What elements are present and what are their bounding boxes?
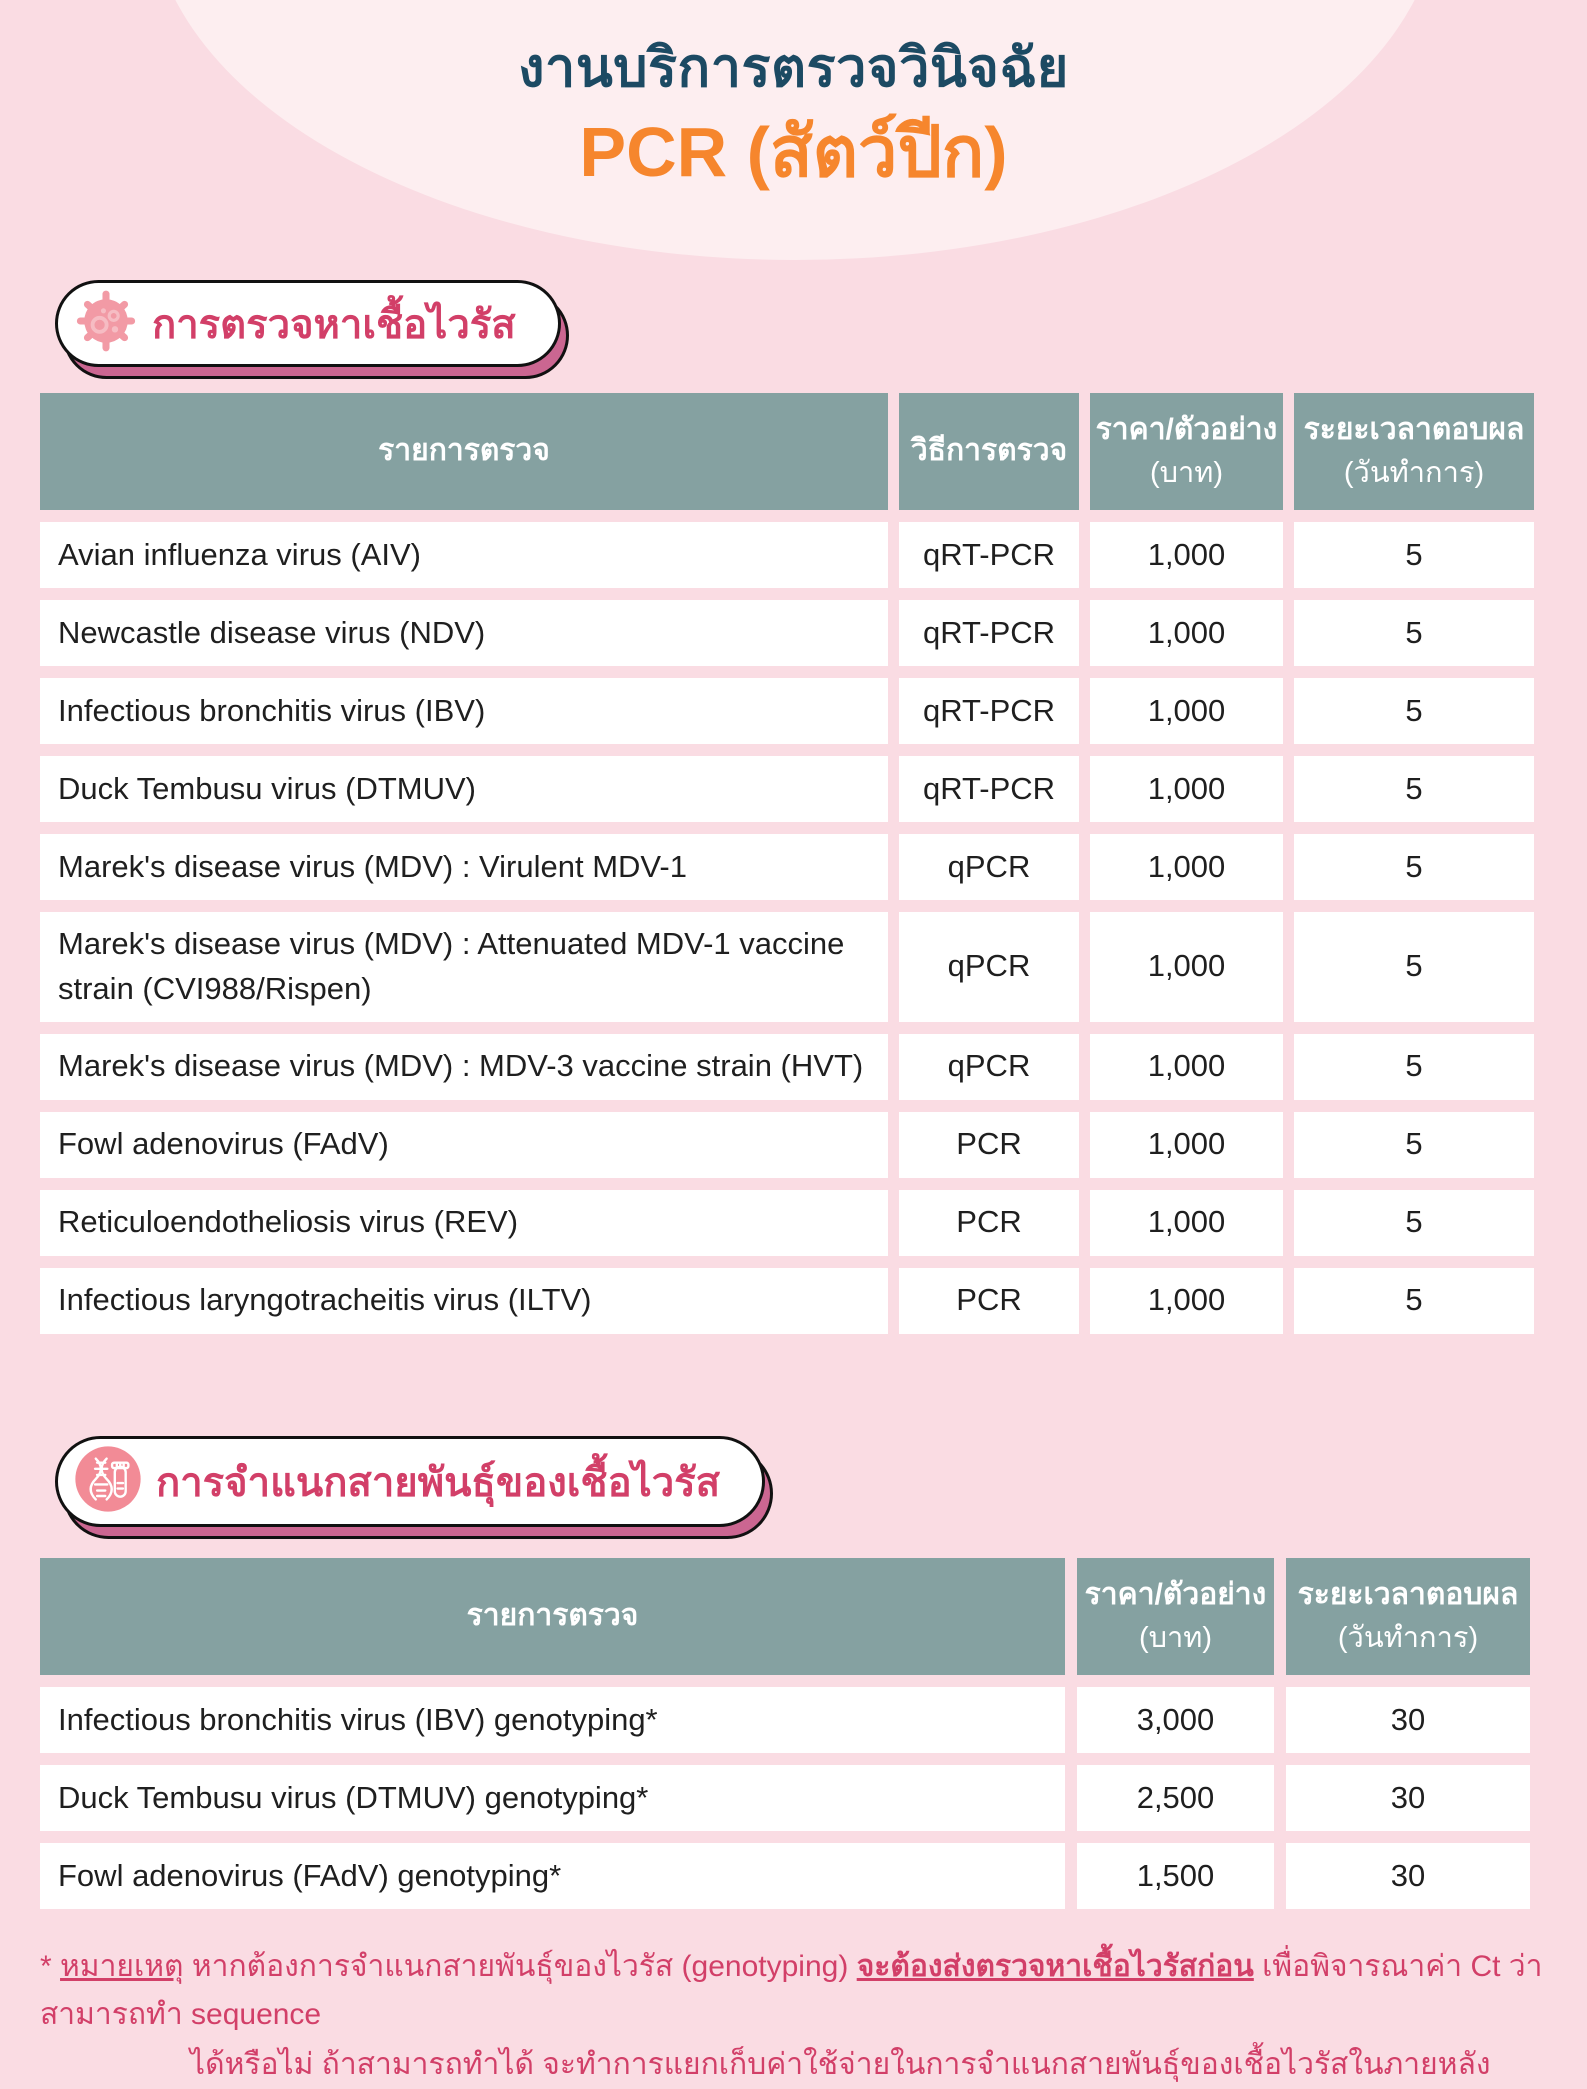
table-row-method: qRT-PCR: [899, 756, 1079, 822]
table-row-price: 1,000: [1090, 912, 1283, 1022]
table-row-method: PCR: [899, 1112, 1079, 1178]
table-row-test-name: Duck Tembusu virus (DTMUV): [40, 756, 888, 822]
column-header-test: รายการตรวจ: [40, 1558, 1065, 1675]
dna-test-tube-icon: [74, 1445, 142, 1518]
table-row-test-name: Reticuloendotheliosis virus (REV): [40, 1190, 888, 1256]
table-row-price: 1,000: [1090, 678, 1283, 744]
table-row-price: 1,000: [1090, 1268, 1283, 1334]
table-row-method: qRT-PCR: [899, 678, 1079, 744]
table-row-test-name: Fowl adenovirus (FAdV) genotyping*: [40, 1843, 1065, 1909]
footnote-bold-text: จะต้องส่งตรวจหาเชื้อไวรัสก่อน: [856, 1950, 1254, 1983]
table-row-test-name: Newcastle disease virus (NDV): [40, 600, 888, 666]
column-header-price: ราคา/ตัวอย่าง (บาท): [1090, 393, 1283, 510]
footnote-text-2: เพื่อพิจารณาค่า Ct ว่าสามารถทำ sequence: [40, 1950, 1543, 2031]
table-row-price: 1,000: [1090, 600, 1283, 666]
column-header-turnaround: ระยะเวลาตอบผล (วันทำการ): [1294, 393, 1534, 510]
section-genotyping-badge: [55, 1436, 765, 1527]
table-row-test-name: Marek's disease virus (MDV) : Attenuated MDV-1 vaccine strain (CVI988/Rispen): [40, 912, 888, 1022]
table-row-method: qRT-PCR: [899, 600, 1079, 666]
table-row-days: 5: [1294, 756, 1534, 822]
genotyping-table: [40, 1558, 1530, 1909]
table-row-days: 5: [1294, 1268, 1534, 1334]
page-subtitle: PCR (สัตว์ปีก): [579, 113, 1008, 191]
table-row-method: qPCR: [899, 912, 1079, 1022]
section-title: การจำแนกสายพันธุ์ของเชื้อไวรัส: [156, 1460, 721, 1505]
table-row-test-name: Fowl adenovirus (FAdV): [40, 1112, 888, 1178]
table-row-days: 30: [1286, 1843, 1530, 1909]
footnote-line-2: ได้หรือไม่ ถ้าสามารถทำได้ จะทำการแยกเก็บค่าใช้จ่ายในการจำแนกสายพันธุ์ของเชื้อไวรัสในภายหลัง: [190, 2048, 1491, 2081]
table-row-price: 1,000: [1090, 834, 1283, 900]
table-row-price: 2,500: [1077, 1765, 1274, 1831]
table-row-days: 30: [1286, 1687, 1530, 1753]
column-header-test: รายการตรวจ: [40, 393, 888, 510]
table-row-test-name: Duck Tembusu virus (DTMUV) genotyping*: [40, 1765, 1065, 1831]
table-row-days: 5: [1294, 912, 1534, 1022]
table-row-days: 5: [1294, 600, 1534, 666]
footnote-text-1: หากต้องการจำแนกสายพันธุ์ของไวรัส (genotyping): [191, 1950, 849, 1983]
virus-icon: [74, 289, 138, 358]
table-row-test-name: Marek's disease virus (MDV) : Virulent MDV-1: [40, 834, 888, 900]
page-title: งานบริการตรวจวินิจฉัย: [518, 38, 1069, 98]
table-row-method: qPCR: [899, 1034, 1079, 1100]
table-row-test-name: Infectious bronchitis virus (IBV) genotyping*: [40, 1687, 1065, 1753]
table-row-test-name: Infectious laryngotracheitis virus (ILTV): [40, 1268, 888, 1334]
table-row-test-name: Marek's disease virus (MDV) : MDV-3 vaccine strain (HVT): [40, 1034, 888, 1100]
footnote-star: *: [40, 1950, 52, 1983]
column-header-turnaround: ระยะเวลาตอบผล (วันทำการ): [1286, 1558, 1530, 1675]
table-row-price: 1,500: [1077, 1843, 1274, 1909]
table-row-days: 5: [1294, 678, 1534, 744]
table-row-price: 3,000: [1077, 1687, 1274, 1753]
table-row-price: 1,000: [1090, 522, 1283, 588]
table-row-method: qRT-PCR: [899, 522, 1079, 588]
table-row-price: 1,000: [1090, 756, 1283, 822]
footnote-label: หมายเหตุ: [60, 1950, 184, 1983]
table-row-days: 5: [1294, 522, 1534, 588]
table-row-days: 5: [1294, 1190, 1534, 1256]
table-row-test-name: Infectious bronchitis virus (IBV): [40, 678, 888, 744]
table-row-days: 5: [1294, 1034, 1534, 1100]
section-title: การตรวจหาเชื้อไวรัส: [152, 302, 516, 347]
table-row-test-name: Avian influenza virus (AIV): [40, 522, 888, 588]
column-header-price: ราคา/ตัวอย่าง (บาท): [1077, 1558, 1274, 1675]
table-row-days: 30: [1286, 1765, 1530, 1831]
footnote-line-1: [40, 1943, 1555, 2039]
table-row-price: 1,000: [1090, 1190, 1283, 1256]
table-row-method: PCR: [899, 1268, 1079, 1334]
table-row-days: 5: [1294, 834, 1534, 900]
column-header-method: วิธีการตรวจ: [899, 393, 1079, 510]
footnote: [40, 1943, 1555, 2089]
table-row-price: 1,000: [1090, 1112, 1283, 1178]
virus-detection-table: [40, 393, 1534, 1334]
table-row-method: PCR: [899, 1190, 1079, 1256]
table-row-days: 5: [1294, 1112, 1534, 1178]
section-virus-detection-badge: [55, 280, 561, 367]
table-row-price: 1,000: [1090, 1034, 1283, 1100]
table-row-method: qPCR: [899, 834, 1079, 900]
